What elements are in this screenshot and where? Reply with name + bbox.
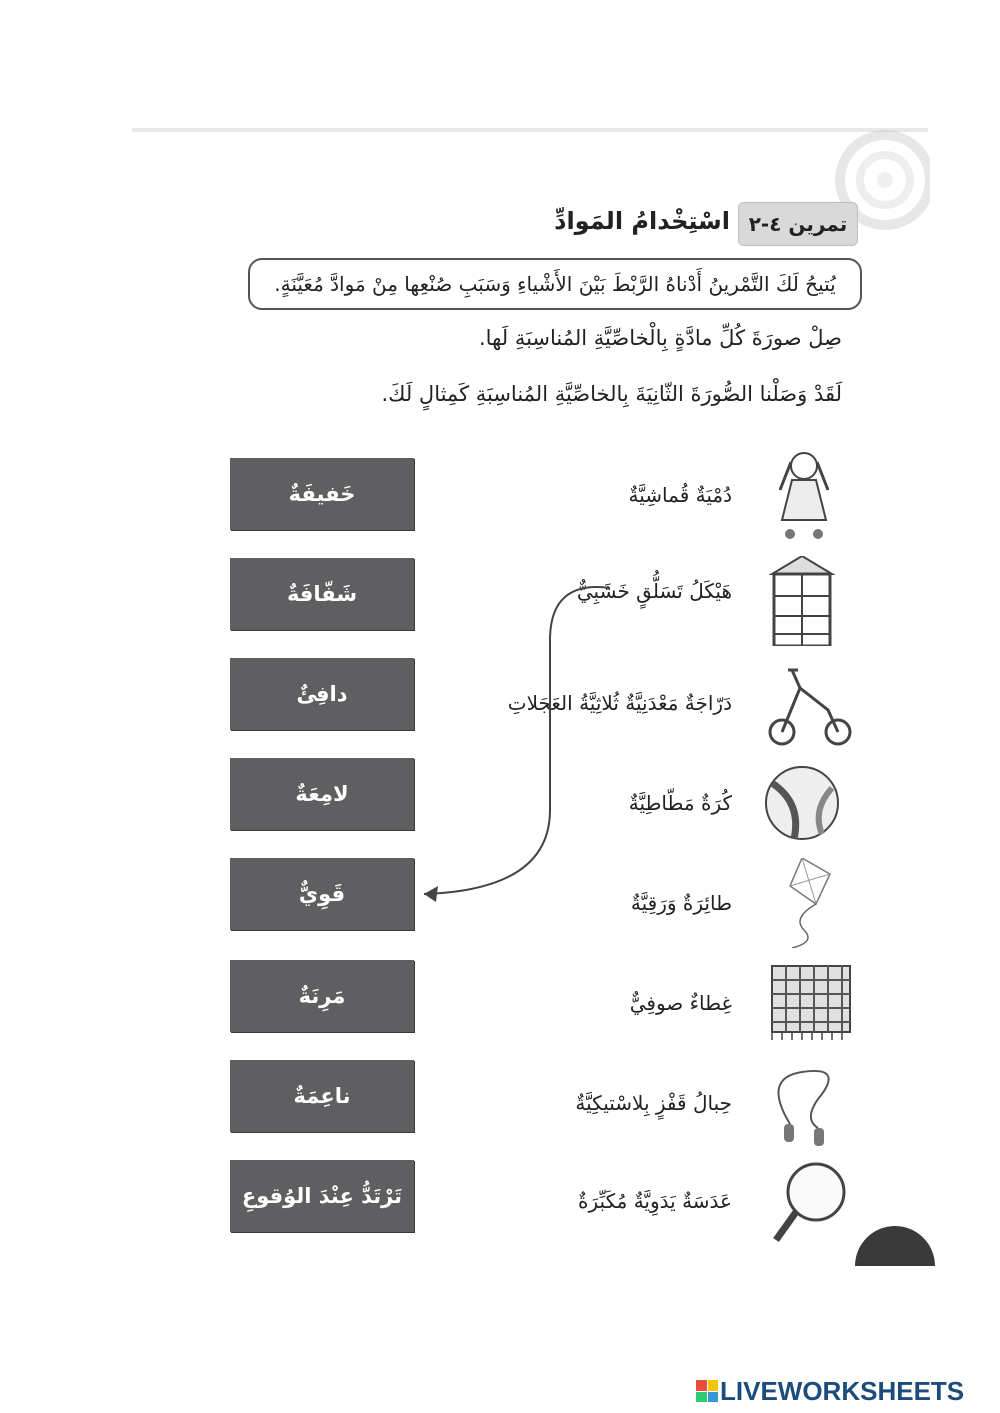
kite-icon — [742, 858, 860, 948]
item-wool-blanket[interactable] — [530, 958, 860, 1048]
property-box-flexible[interactable]: مَرِنَةٌ — [230, 960, 414, 1032]
blanket-icon — [742, 958, 860, 1048]
ball-icon — [742, 758, 860, 848]
item-label: غِطاءٌ صوفِيٌّ — [629, 991, 732, 1015]
item-label: دَرّاجَةٌ مَعْدَنِيَّةٌ ثُلاثِيَّةُ العَجَلاتِ — [507, 691, 732, 715]
property-box-transparent[interactable]: شَفّافَةٌ — [230, 558, 414, 630]
exercise-number-tab: تمرين ٤-٢ — [738, 202, 858, 246]
property-box-shiny[interactable]: لامِعَةٌ — [230, 758, 414, 830]
item-label: طائِرَةٌ وَرَقِيَّةٌ — [630, 891, 732, 915]
logo-grid-icon — [696, 1380, 718, 1402]
magnifier-icon — [742, 1156, 860, 1246]
property-box-warm[interactable]: دافِئٌ — [230, 658, 414, 730]
page-title: اسْتِخْدامُ المَوادِّ — [554, 207, 730, 235]
property-box-light[interactable]: خَفيفَةٌ — [230, 458, 414, 530]
property-box-strong[interactable]: قَوِيٌّ — [230, 858, 414, 930]
instruction-2: لَقَدْ وَصَلْنا الصُّورَةَ الثّانِيَةَ بِالخاصِّيَّةِ المُناسِبَةِ كَمِثالٍ لَكَ. — [381, 382, 842, 406]
item-label: هَيْكَلُ تَسَلُّقٍ خَشَبِيٌّ — [576, 579, 732, 603]
doll-icon — [742, 450, 860, 540]
item-magnifying-glass[interactable] — [530, 1156, 860, 1246]
item-label: عَدَسَةٌ يَدَوِيَّةٌ مُكَبِّرَةٌ — [578, 1189, 732, 1213]
jump-rope-icon — [742, 1058, 860, 1148]
property-box-bounces[interactable]: تَرْتَدُّ عِنْدَ الوُقوعِ — [230, 1160, 414, 1232]
climbing-frame-icon — [742, 556, 860, 646]
item-label: دُمْيَةٌ قُماشِيَّةٌ — [628, 483, 732, 507]
item-label: كُرَةٌ مَطّاطِيَّةٌ — [628, 791, 732, 815]
item-plastic-jump-rope[interactable] — [530, 1058, 860, 1148]
tricycle-icon — [742, 658, 860, 748]
brand-text: LIVEWORKSHEETS — [720, 1375, 965, 1406]
property-box-soft[interactable]: ناعِمَةٌ — [230, 1060, 414, 1132]
liveworksheets-logo — [696, 1375, 965, 1406]
example-link-arrow — [400, 560, 660, 920]
item-label: حِبالُ قَفْزٍ بِلاسْتيكِيَّةٌ — [575, 1091, 732, 1115]
instruction-1: صِلْ صورَةَ كُلِّ مادَّةٍ بِالْخاصِّيَّةِ المُناسِبَةِ لَها. — [479, 326, 842, 350]
item-rag-doll[interactable] — [530, 450, 860, 540]
intro-text: يُتيحُ لَكَ التَّمْرينُ أَدْناهُ الرَّبْطَ بَيْنَ الأَشْياءِ وَسَبَبِ صُنْعِها مِنْ مَوادَّ مُعَيَّنَةٍ. — [248, 258, 862, 310]
